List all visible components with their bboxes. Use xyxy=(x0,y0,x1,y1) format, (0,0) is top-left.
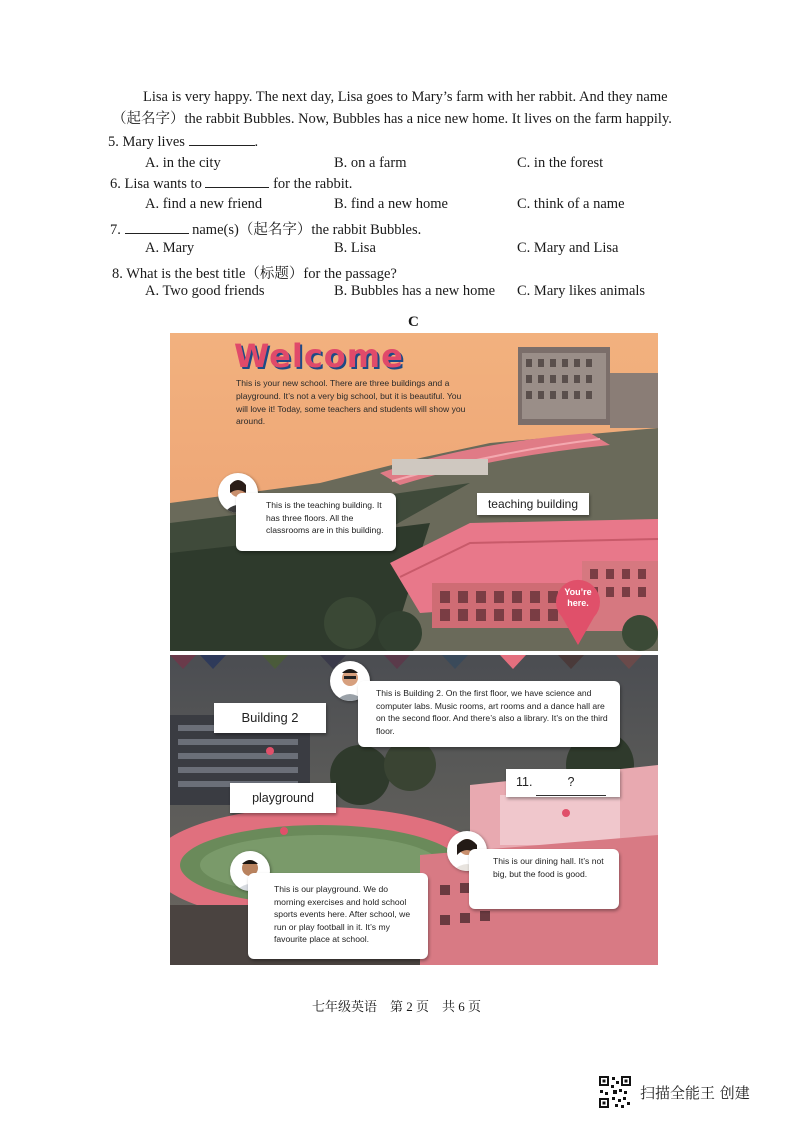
welcome-title: Welcome xyxy=(234,337,404,375)
q8-option-a[interactable]: A. Two good friends xyxy=(145,283,265,299)
bubble-playground: This is our playground. We do morning exercises and hold school sports events here. After school, we run or play football in it. It’s my favourite place at school. xyxy=(248,873,428,959)
tag-building-2: Building 2 xyxy=(214,703,326,733)
bubble-dining-hall: This is our dining hall. It’s not big, but the food is good. xyxy=(469,849,619,909)
question-8: 8. What is the best title（标题）for the passage? xyxy=(112,266,397,282)
q6-option-a[interactable]: A. find a new friend xyxy=(145,196,263,212)
you-are-here-label: You’re here. xyxy=(564,587,592,608)
qr-code-icon xyxy=(598,1075,632,1109)
q7-option-a[interactable]: A. Mary xyxy=(145,240,195,256)
q7-option-b[interactable]: B. Lisa xyxy=(334,240,376,256)
q11-blank[interactable]: ? xyxy=(536,769,606,796)
q7-option-c[interactable]: C. Mary and Lisa xyxy=(517,240,619,256)
passage-line-1: Lisa is very happy. The next day, Lisa goes to Mary’s farm with her rabbit. And they name xyxy=(143,89,668,105)
tag-teaching-building: teaching building xyxy=(477,493,589,515)
q8-option-c[interactable]: C. Mary likes animals xyxy=(517,283,646,299)
question-6: 6. Lisa wants to for the rabbit. xyxy=(110,176,353,192)
q6-option-b[interactable]: B. find a new home xyxy=(334,196,448,212)
tag-playground: playground xyxy=(230,783,336,813)
poster-bottom-panel xyxy=(170,655,658,965)
section-label: C xyxy=(408,314,419,330)
poster-top-panel xyxy=(170,333,658,651)
q5-option-a[interactable]: A. in the city xyxy=(145,155,221,171)
bubble-building-2: This is Building 2. On the first floor, we have science and computer labs. Music rooms, art rooms and a dance hall are on the second floor. And there’s also a library. It’s on the third floor. xyxy=(358,681,620,747)
tag-question-11: 11. ? xyxy=(506,769,620,797)
passage-line-2: （起名字）the rabbit Bubbles. Now, Bubbles has a nice new home. It lives on the farm happily. xyxy=(112,111,672,127)
intro-text: This is your new school. There are three buildings and a playground. It’s not a very big school, but it is beautiful. You will love it! Today, some teachers and students will show you around. xyxy=(236,378,466,427)
q5-option-b[interactable]: B. on a farm xyxy=(334,155,407,171)
question-5: 5. Mary lives . xyxy=(108,134,259,150)
scanner-watermark: 扫描全能王 创建 xyxy=(640,1084,750,1102)
q8-option-b[interactable]: B. Bubbles has a new home xyxy=(334,283,496,299)
page-footer: 七年级英语 第 2 页 共 6 页 xyxy=(312,999,482,1014)
question-7: 7. name(s)（起名字）the rabbit Bubbles. xyxy=(110,222,422,238)
bubble-teaching-building: This is the teaching building. It has three floors. All the classrooms are in this building. xyxy=(236,493,396,551)
q5-option-c[interactable]: C. in the forest xyxy=(517,155,604,171)
school-poster xyxy=(170,333,658,965)
q6-option-c[interactable]: C. think of a name xyxy=(517,196,625,212)
